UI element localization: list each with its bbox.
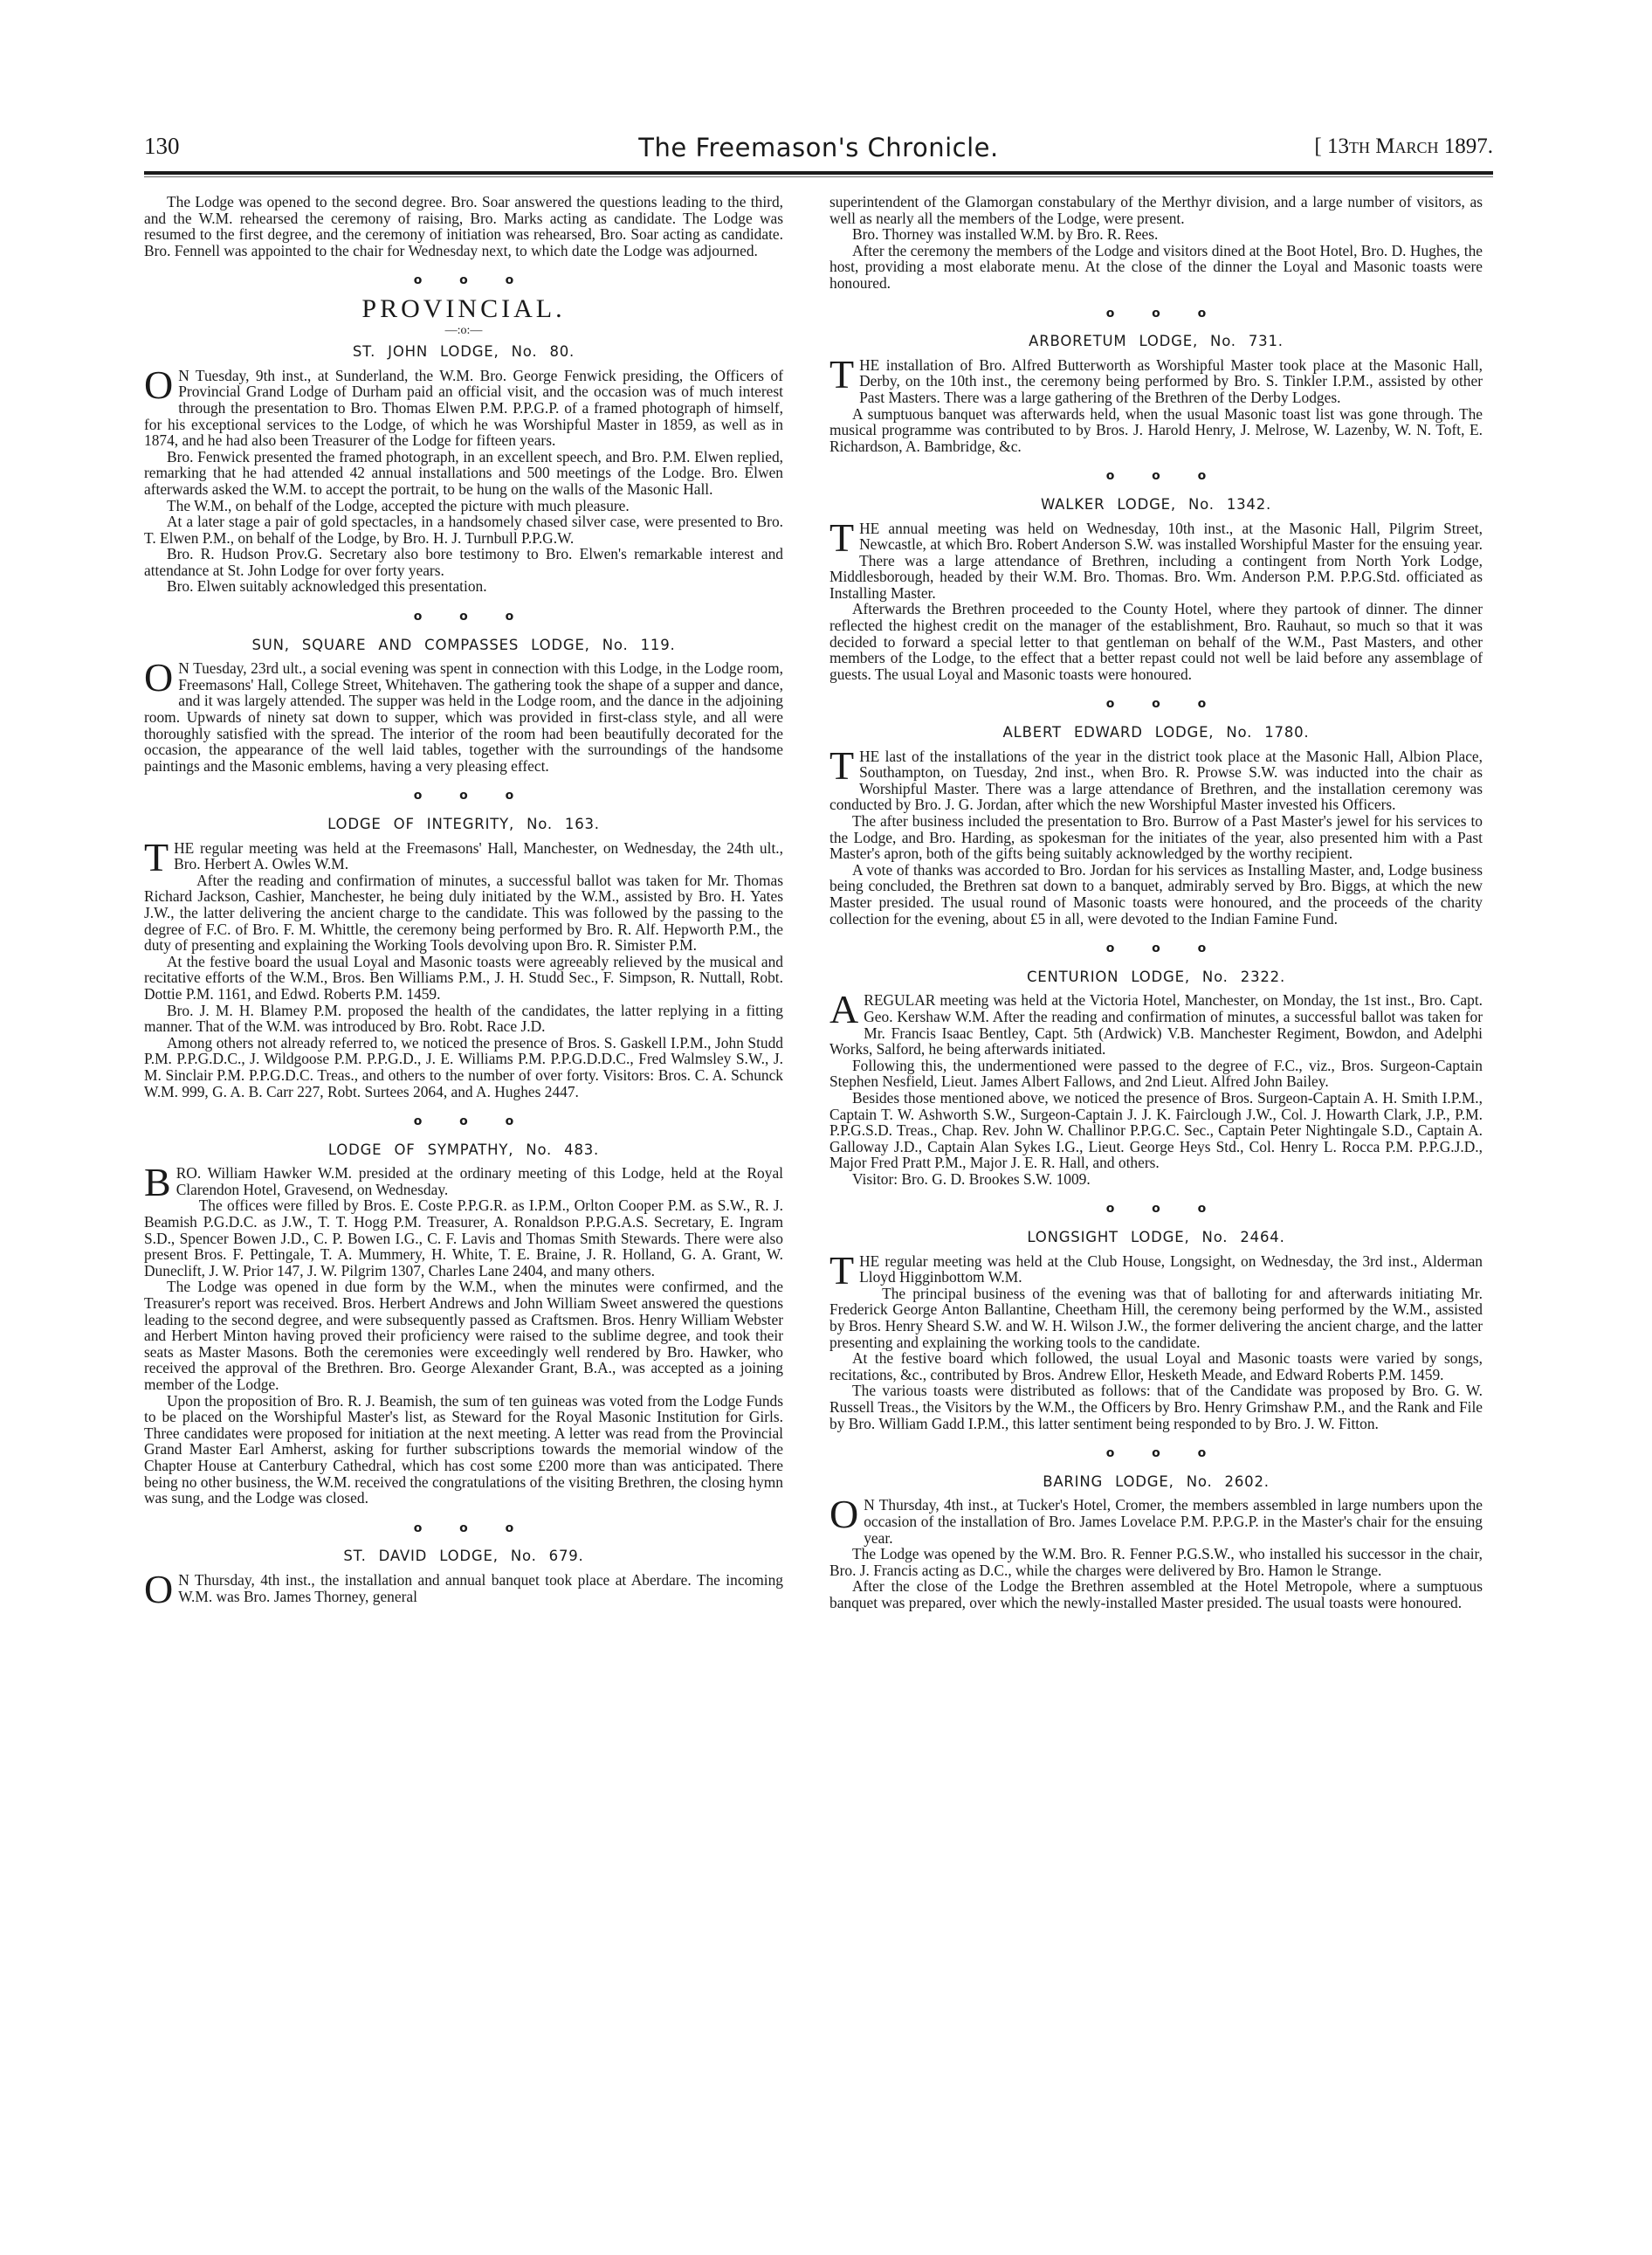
separator: o o o xyxy=(1105,306,1207,321)
article-paragraph: At a later stage a pair of gold spectacles, in a handsomely chased silver case, were presented to Bro. T. Elwen P.M., on behalf of the Lodge, by Bro. H. J. Turnbull P.P.G.W. xyxy=(144,513,783,547)
article-title: ALBERT EDWARD LODGE, No. 1780. xyxy=(1002,724,1310,741)
article-lodge-of-integrity: LODGE OF INTEGRITY, No. 163. THE regular meeting was held at the Freemasons' Hall, Manchester, on Wednesday, the 24th ult., Bro. Herbert A. Owles W.M. After the reading and confirmation of minutes, a successful ballot was taken for Mr. Thomas Richard Jackson, Cashier, Manchester, he being duly initiated by the W.M., assisted by Bro. H. Yates J.W., the latter delivering the ancient charge to the candidate. This was followed by the passing to the degree of F.C. of Bro. F. M. Whittle, the ceremony being performed by Bro. R. Alf. Hepworth P.M., the duty of presenting and explaining the Working Tools devolving upon Bro. R. Simister P.M. At the festive board the usual Loyal and Masonic toasts were agreeably relieved by the musical and recitative efforts of the W.M., Bros. Ben Williams P.M., J. H. Studd Sec., F. Simpson, R. Nuttall, Robt. Dottie P.M. 1161, and Edwd. Roberts P.M. 1459. Bro. J. M. H. Blamey P.M. proposed the health of the candidates, the latter replying in a fitting manner. That of the W.M. was introduced by Bro. Robt. Race J.D. Among others not already referred to, we noticed the presence of Bros. S. Gaskell I.P.M., John Studd P.M. P.P.G.D.C., J. Wildgoose P.M. P.P.G.D., J. E. Williams P.M. P.P.G.D.D.C., Fred Walmsley S.W., J. M. Sinclair P.M. P.P.G.D.C. Treas., and others to the number of over forty. Visitors: Bros. C. A. Schunck W.M. 999, G. A. B. Carr 227, Robt. Surtees 2064, and A. Hughes 2447. xyxy=(144,816,783,1100)
article-paragraph: A sumptuous banquet was afterwards held, when the usual Masonic toast list was gone through. The musical programme was contributed to by Bros. J. Harold Henry, J. Melrose, W. Lazenby, W. N. Toft, E. Richardson, A. Bambridge, &c. xyxy=(829,404,1483,455)
continuation-paragraph: Bro. Thorney was installed W.M. by Bro. R. Rees. xyxy=(852,225,1159,244)
separator: o o o xyxy=(413,1521,514,1535)
separator: o o o xyxy=(1105,1202,1207,1217)
drop-cap: T xyxy=(144,834,169,879)
article-paragraph: Besides those mentioned above, we noticed the presence of Bros. Surgeon-Captain A. H. Smith I.P.M., Captain T. W. Ashworth S.W., Surgeon-Captain J. J. K. Fairclough J.W., Col. J. Howarth Clark, J.P., P.M. P.P.G.S.D. Treas., Chap. Rev. John W. Challinor P.P.G.C. Sec., Captain Peter Nightingale S.D., Captain A. Galloway J.D., Captain Alan Sykes I.G., Lieut. George Heys Std., Col. Henry L. Rocca P.M. P.P.G.J.D., Major Fred Pratt P.M., Major J. E. R. Hall, and others. xyxy=(829,1088,1483,1172)
article-albert-edward-lodge: ALBERT EDWARD LODGE, No. 1780. THE last of the installations of the year in the district took place at the Masonic Hall, Albion Place, Southampton, on Tuesday, 2nd inst., when Bro. R. Prowse S.W. was inducted into the chair as Worshipful Master. There was a large attendance of Brethren, and the installation ceremony was conducted by Bro. J. G. Jordan, after which the new Worshipful Master invested his Officers. The after business included the presentation to Bro. Burrow of a Past Master's jewel for his services to the Lodge, and Bro. Harding, as spokesman for the initiates of the year, also presented him with a Past Master's apron, both of the gifts being suitably acknowledged by the worthy recipient. A vote of thanks was accorded to Bro. Jordan for his services as Installing Master, and, Lodge business being concluded, the Brethren sat down to a banquet, admirably served by Bro. Biggs, at which the new Master presided. The usual round of Masonic toasts were honoured, and the proceeds of the charity collection for the evening, about £5 in all, were devoted to the Indian Famine Fund. xyxy=(829,724,1483,928)
article-baring-lodge: BARING LODGE, No. 2602. O N Thursday, 4th inst., at Tucker's Hotel, Cromer, the members assembled in large numbers upon the occasion of the installation of Bro. James Lovelace P.M. P.P.G.P. in the Master's chair for the ensuing year. The Lodge was opened by the W.M. Bro. R. Fenner P.G.S.W., who installed his successor in the chair, Bro. J. Francis acting as D.C., while the charges were delivered by Bro. Hamon le Strange. After the close of the Lodge the Brethren assembled at the Hotel Metropole, where a sumptuous banquet was prepared, over which the newly-installed Master presided. The usual toasts were honoured. xyxy=(829,1472,1483,1611)
article-title: ST. JOHN LODGE, No. 80. xyxy=(352,343,575,361)
article-paragraph: Following this, the undermentioned were passed to the degree of F.C., viz., Bros. Surgeon-Captain Stephen Nesfield, Lieut. James Albert Fallows, and 2nd Lieut. Alfred John Bailey. xyxy=(829,1056,1483,1091)
separator: o o o xyxy=(413,610,514,624)
continuation-paragraph: superintendent of the Glamorgan constabulary of the Merthyr division, and a large number of visitors, as well as nearly all the members of the Lodge, were present. xyxy=(829,193,1483,227)
article-title: LODGE OF INTEGRITY, No. 163. xyxy=(327,816,600,832)
separator: o o o xyxy=(413,273,514,288)
page-number: 130 xyxy=(144,133,180,159)
section-subseparator: —:o:— xyxy=(444,323,483,337)
article-paragraph: Bro. Elwen suitably acknowledged this presentation. xyxy=(167,577,487,596)
article-paragraph: After the close of the Lodge the Brethren assembled at the Hotel Metropole, where a sumptuous banquet was prepared, over which the newly-installed Master presided. The usual toasts were honoured. xyxy=(829,1577,1483,1611)
article-paragraph: At the festive board the usual Loyal and Masonic toasts were agreeably relieved by the musical and recitative efforts of the W.M., Bros. Ben Williams P.M., J. H. Studd Sec., F. Simpson, R. Nuttall, Robt. Dottie P.M. 1161, and Edwd. Roberts P.M. 1459. xyxy=(144,952,783,1003)
article-paragraph: The principal business of the evening was that of balloting for and afterwards initiating Mr. Frederick George Anton Ballantine, Cheetham Hill, the ceremony being performed by the W.M., assisted by Bros. Henry Sheard S.W. and W. H. Wilson J.W., the former delivering the ancient charge, and the latter presenting and explaining the working tools to the candidate. xyxy=(829,1284,1483,1351)
article-st-john-lodge: ST. JOHN LODGE, No. 80. O N Tuesday, 9th inst., at Sunderland, the W.M. Bro. George Fenwick presiding, the Officers of Provincial Grand Lodge of Durham paid an official visit, and the occasion was of much interest through the presentation to Bro. Thomas Elwen P.M. P.P.G.P. of a framed photograph of himself, for his exceptional services to the Lodge, of which he was Worshipful Master in 1859, as well as in 1874, and he had also been Treasurer of the Lodge for fifteen years. Bro. Fenwick presented the framed photograph, in an excellent speech, and Bro. P.M. Elwen replied, remarking that he had attended 42 annual installations and 500 meetings of the Lodge. Bro. Elwen afterwards asked the W.M. to accept the portrait, to be hung on the walls of the Masonic Hall. The W.M., on behalf of the Lodge, accepted the picture with much pleasure. At a later stage a pair of gold spectacles, in a handsomely chased silver case, were presented to Bro. T. Elwen P.M., on behalf of the Lodge, by Bro. H. J. Turnbull P.P.G.W. Bro. R. Hudson Prov.G. Secretary also bore testimony to Bro. Elwen's remarkable interest and attendance at St. John Lodge for over forty years. Bro. Elwen suitably acknowledged this presentation. xyxy=(144,343,783,596)
issue-date: [ 13TH March 1897. xyxy=(1314,134,1493,158)
article-arboretum-lodge: ARBORETUM LODGE, No. 731. THE installation of Bro. Alfred Butterworth as Worshipful Master took place at the Masonic Hall, Derby, on the 10th inst., the ceremony being performed by Bro. S. Tinkler I.P.M., assisted by other Past Masters. There was a large gathering of the Brethren of the Derby Lodges. A sumptuous banquet was afterwards held, when the usual Masonic toast list was gone through. The musical programme was contributed to by Bros. J. Harold Henry, J. Melrose, W. Lazenby, W. N. Toft, E. Richardson, A. Bambridge, &c. xyxy=(829,333,1483,455)
article-paragraph: Bro. R. Hudson Prov.G. Secretary also bore testimony to Bro. Elwen's remarkable interest and attendance at St. John Lodge for over forty years. xyxy=(144,545,783,579)
article-paragraph: Afterwards the Brethren proceeded to the County Hotel, where they partook of dinner. The dinner reflected the highest credit on the manager of the establishment, Bro. Rauhaut, so much so that it was decided to forward a special letter to that gentleman on behalf of the W.M., Past Masters, and other members of the Lodge, to the effect that a better repast could not well be laid before any assemblage of guests. The usual Loyal and Masonic toasts were honoured. xyxy=(829,600,1483,683)
article-paragraph: After the reading and confirmation of minutes, a successful ballot was taken for Mr. Thomas Richard Jackson, Cashier, Manchester, he being duly initiated by the W.M., assisted by Bro. H. Yates J.W., the latter delivering the ancient charge to the candidate. This was followed by the passing to the degree of F.C. of Bro. F. M. Whittle, the ceremony being performed by Bro. R. Alf. Hepworth P.M., the duty of presenting and explaining the Working Tools devolving upon Bro. R. Simister P.M. xyxy=(144,871,783,955)
article-paragraph: A vote of thanks was accorded to Bro. Jordan for his services as Installing Master, and, Lodge business being concluded, the Brethren sat down to a banquet, admirably served by Bro. Biggs, at which the new Master presided. The usual round of Masonic toasts were honoured, and the proceeds of the charity collection for the evening, about £5 in all, were devoted to the Indian Famine Fund. xyxy=(829,860,1483,928)
separator: o o o xyxy=(1105,1446,1207,1461)
separator: o o o xyxy=(413,1114,514,1129)
left-column xyxy=(144,193,783,1611)
article-paragraph: The W.M., on behalf of the Lodge, accepted the picture with much pleasure. xyxy=(167,496,630,514)
article-paragraph: The offices were filled by Bros. E. Coste P.P.G.R. as I.P.M., Orlton Cooper P.M. as S.W., R. J. Beamish P.G.D.C. as J.W., T. T. Hogg P.M. Treasurer, A. Ronaldson P.P.G.A.S. Secretary, E. Ingram S.D., Spencer Bowen J.D., C. P. Bowen I.G., C. F. Lavis and Thomas Smith Stewards. There were also present Bros. F. Pettingale, T. A. Mummery, H. White, T. E. Braine, J. R. Holland, G. A. Grant, W. Duneclift, J. W. Prior 147, J. W. Pilgrim 1307, Charles Lane 2404, and many others. xyxy=(144,1196,783,1279)
separator: o o o xyxy=(1105,469,1207,484)
separator: o o o xyxy=(1105,697,1207,712)
article-st-david-lodge: ST. DAVID LODGE, No. 679. O N Thursday, 4th inst., the installation and annual banquet took place at Aberdare. The incoming W.M. was Bro. James Thorney, general xyxy=(144,1548,783,1611)
drop-cap: O xyxy=(144,655,174,700)
article-paragraph: The after business included the presentation to Bro. Burrow of a Past Master's jewel for his services to the Lodge, and Bro. Harding, as spokesman for the initiates of the year, also presented him with a Past Master's apron, both of the gifts being suitably acknowledged by the worthy recipient. xyxy=(829,812,1483,863)
section-title: PROVINCIAL. xyxy=(361,293,566,323)
drop-cap: O xyxy=(144,1566,174,1611)
article-paragraph: The Lodge was opened by the W.M. Bro. R. Fenner P.G.S.W., who installed his successor in the chair, Bro. J. Francis acting as D.C., while the charges were delivered by Bro. Hamon le Strange. xyxy=(829,1545,1483,1579)
article-title: LONGSIGHT LODGE, No. 2464. xyxy=(1027,1229,1285,1246)
article-title: SUN, SQUARE AND COMPASSES LODGE, No. 119. xyxy=(251,636,676,653)
continuation-paragraph: After the ceremony the members of the Lodge and visitors dined at the Boot Hotel, Bro. D. Hughes, the host, providing a most elaborate menu. At the close of the dinner the Loyal and Masonic toasts were honoured. xyxy=(829,241,1483,292)
article-paragraph: Among others not already referred to, we noticed the presence of Bros. S. Gaskell I.P.M., John Studd P.M. P.P.G.D.C., J. Wildgoose P.M. P.P.G.D., J. E. Williams P.M. P.P.G.D.D.C., Fred Walmsley S.W., J. M. Sinclair P.M. P.P.G.D.C. Treas., and others to the number of over forty. Visitors: Bros. C. A. Schunck W.M. 999, G. A. B. Carr 227, Robt. Surtees 2064, and A. Hughes 2447. xyxy=(144,1033,783,1100)
drop-cap: T xyxy=(829,742,855,788)
article-paragraph: The Lodge was opened in due form by the W.M., when the minutes were confirmed, and the Treasurer's report was received. Bros. Herbert Andrews and John William Sweet answered the questions leading to the second degree, and were subsequently passed as Craftsmen. Bros. Henry William Webster and Herbert Minton having proved their proficiency were raised to the sublime degree, and took their seats as Master Masons. Both the ceremonies were exceedingly well rendered by Bro. Hawker, who received the approval of the Brethren. Bro. George Alexander Grant, B.A., was accepted as a joining member of the Lodge. xyxy=(144,1278,783,1393)
drop-cap: T xyxy=(829,351,855,397)
separator: o o o xyxy=(1105,941,1207,956)
intro-paragraph: The Lodge was opened to the second degree. Bro. Soar answered the questions leading to the third, and the W.M. rehearsed the ceremony of raising, Bro. Marks acting as candidate. The Lodge was resumed to the first degree, and the ceremony of initiation was rehearsed, Bro. Soar acting as candidate. Bro. Fennell was appointed to the chair for Wednesday next, to which date the Lodge was adjourned. xyxy=(144,193,783,259)
article-title: WALKER LODGE, No. 1342. xyxy=(1040,495,1272,513)
article-walker-lodge: WALKER LODGE, No. 1342. THE annual meeting was held on Wednesday, 10th inst., at the Masonic Hall, Pilgrim Street, Newcastle, at which Bro. Robert Anderson S.W. was installed Worshipful Master for the ensuing year. There was a large attendance of Brethren, including a contingent from North York Lodge, Middlesborough, headed by their W.M. Bro. Thomas. Bro. Wm. Anderson P.M. P.P.G.Std. officiated as Installing Master. Afterwards the Brethren proceeded to the County Hotel, where they partook of dinner. The dinner reflected the highest credit on the manager of the establishment, Bro. Rauhaut, so much so that it was decided to forward a special letter to that gentleman on behalf of the W.M., Past Masters, and other members of the Lodge, to the effect that a better repast could not well be laid before any assemblage of guests. The usual Loyal and Masonic toasts were honoured. xyxy=(829,495,1483,683)
separator: o o o xyxy=(413,789,514,803)
article-title: BARING LODGE, No. 2602. xyxy=(1043,1472,1270,1490)
masthead-rule-thin xyxy=(144,176,1493,177)
publication-title: The Freemason's Chronicle. xyxy=(638,133,999,162)
article-paragraph: Upon the proposition of Bro. R. J. Beamish, the sum of ten guineas was voted from the Lodge Funds to be placed on the Worshipful Master's list, as Steward for the Royal Masonic Institution for Girls. Three candidates were proposed for initiation at the next meeting. A letter was read from the Provincial Grand Master Earl Amherst, asking for further subscriptions towards the memorial window of the Chapter House at Canterbury Cathedral, which has cost some £200 more than was anticipated. There being no other business, the W.M. received the congratulations of the visiting Brethren, the closing hymn was sung, and the Lodge was closed. xyxy=(144,1391,783,1507)
drop-cap: T xyxy=(829,514,855,560)
article-longsight-lodge: LONGSIGHT LODGE, No. 2464. THE regular meeting was held at the Club House, Longsight, on Wednesday, the 3rd inst., Alderman Lloyd Higginbottom W.M. The principal business of the evening was that of balloting for and afterwards initiating Mr. Frederick George Anton Ballantine, Cheetham Hill, the ceremony being performed by the W.M., assisted by Bros. Henry Sheard S.W. and W. H. Wilson J.W., the former delivering the ancient charge, and the latter presenting and explaining the working tools to the candidate. At the festive board which followed, the usual Loyal and Masonic toasts were varied by songs, recitations, &c., contributed by Bros. Andrew Ellor, Hesketh Meade, and Edward Roberts P.M. 1459. The various toasts were distributed as follows: that of the Candidate was proposed by Bro. G. W. Russell Treas., the Visitors by the W.M., the Officers by Bro. Henry Grimshaw P.M., and the Rank and File by Bro. William Gadd I.P.M., this latter sentiment being responded to by Bro. J. W. Fitton. xyxy=(829,1229,1483,1432)
article-title: CENTURION LODGE, No. 2322. xyxy=(1026,968,1286,985)
drop-cap: B xyxy=(144,1160,171,1205)
drop-cap: A xyxy=(829,987,859,1032)
drop-cap: T xyxy=(829,1247,855,1293)
masthead xyxy=(144,133,1493,168)
article-title: ST. DAVID LODGE, No. 679. xyxy=(343,1548,584,1565)
article-paragraph: Visitor: Bro. G. D. Brookes S.W. 1009. xyxy=(852,1169,1091,1188)
article-lodge-of-sympathy: LODGE OF SYMPATHY, No. 483. BRO. William Hawker W.M. presided at the ordinary meeting of this Lodge, held at the Royal Clarendon Hotel, Gravesend, on Wednesday. The offices were filled by Bros. E. Coste P.P.G.R. as I.P.M., Orlton Cooper P.M. as S.W., R. J. Beamish P.G.D.C. as J.W., T. T. Hogg P.M. Treasurer, A. Ronaldson P.P.G.A.S. Secretary, E. Ingram S.D., Spencer Bowen J.D., C. P. Bowen I.G., C. F. Lavis and Thomas Smith Stewards. There were also present Bros. F. Pettingale, T. A. Mummery, H. White, T. E. Braine, J. R. Holland, G. A. Grant, W. Duneclift, J. W. Prior 147, J. W. Pilgrim 1307, Charles Lane 2404, and many others. The Lodge was opened in due form by the W.M., when the minutes were confirmed, and the Treasurer's report was received. Bros. Herbert Andrews and John William Sweet answered the questions leading to the second degree, and were subsequently passed as Craftsmen. Bros. Henry William Webster and Herbert Minton having proved their proficiency were raised to the sublime degree, and took their seats as Master Masons. Both the ceremonies were exceedingly well rendered by Bro. Hawker, who received the approval of the Brethren. Bro. George Alexander Grant, B.A., was accepted as a joining member of the Lodge. Upon the proposition of Bro. R. J. Beamish, the sum of ten guineas was voted from the Lodge Funds to be placed on the Worshipful Master's list, as Steward for the Royal Masonic Institution for Girls. Three candidates were proposed for initiation at the next meeting. A letter was read from the Provincial Grand Master Earl Amherst, asking for further subscriptions towards the memorial window of the Chapter House at Canterbury Cathedral, which has cost some £200 more than was anticipated. There being no other business, the W.M. received the congratulations of the visiting Brethren, the closing hymn was sung, and the Lodge was closed. xyxy=(144,1141,783,1507)
article-paragraph: At the festive board which followed, the usual Loyal and Masonic toasts were varied by songs, recitations, &c., contributed by Bros. Andrew Ellor, Hesketh Meade, and Edward Roberts P.M. 1459. xyxy=(829,1349,1483,1383)
article-paragraph: Bro. J. M. H. Blamey P.M. proposed the health of the candidates, the latter replying in a fitting manner. That of the W.M. was introduced by Bro. Robt. Race J.D. xyxy=(144,1001,783,1036)
article-title: LODGE OF SYMPATHY, No. 483. xyxy=(327,1141,600,1158)
article-centurion-lodge: CENTURION LODGE, No. 2322. AREGULAR meeting was held at the Victoria Hotel, Manchester, on Monday, the 1st inst., Bro. Capt. Geo. Kershaw W.M. After the reading and confirmation of minutes, a successful ballot was taken for Mr. Francis Isaac Bentley, Capt. 5th (Ardwick) V.B. Manchester Regiment, Bowdon, and Adelphi Works, Salford, he being afterwards initiated. Following this, the undermentioned were passed to the degree of F.C., viz., Bros. Surgeon-Captain Stephen Nesfield, Lieut. James Albert Fallows, and 2nd Lieut. Alfred John Bailey. Besides those mentioned above, we noticed the presence of Bros. Surgeon-Captain A. H. Smith I.P.M., Captain T. W. Ashworth S.W., Surgeon-Captain J. J. K. Fairclough J.W., Col. J. Howarth Clark, J.P., P.M. P.P.G.S.D. Treas., Chap. Rev. John W. Challinor P.P.G.C. Sec., Captain Peter Nightingale S.D., Captain A. Galloway J.D., Captain Alan Sykes I.G., Lieut. George Heys Std., Col. Henry L. Rocca P.M. P.P.G.J.D., Major Fred Pratt P.M., Major J. E. R. Hall, and others. Visitor: Bro. G. D. Brookes S.W. 1009. xyxy=(829,968,1483,1188)
right-column xyxy=(829,194,1483,1611)
article-paragraph: Bro. Fenwick presented the framed photograph, in an excellent speech, and Bro. P.M. Elwen replied, remarking that he had attended 42 annual installations and 500 meetings of the Lodge. Bro. Elwen afterwards asked the W.M. to accept the portrait, to be hung on the walls of the Masonic Hall. xyxy=(144,447,783,498)
drop-cap: O xyxy=(829,1492,859,1537)
masthead-rule xyxy=(144,171,1493,175)
drop-cap: O xyxy=(144,362,174,407)
article-paragraph: The various toasts were distributed as follows: that of the Candidate was proposed by Bro. G. W. Russell Treas., the Visitors by the W.M., the Officers by Bro. Henry Grimshaw P.M., and the Rank and File by Bro. William Gadd I.P.M., this latter sentiment being responded to by Bro. J. W. Fitton. xyxy=(829,1382,1483,1432)
article-sun-square-compasses-lodge: SUN, SQUARE AND COMPASSES LODGE, No. 119. O N Tuesday, 23rd ult., a social evening was spent in connection with this Lodge, in the Lodge room, Freemasons' Hall, College Street, Whitehaven. The gathering took the shape of a supper and dance, and it was largely attended. The supper was held in the Lodge room, and the dance in the adjoining room. Upwards of ninety sat down to supper, which was provided in first-class style, and all were thoroughly satisfied with the spread. The interior of the room had been beautifully decorated for the occasion, the appearance of the well laid tables, together with the surroundings of the handsome paintings and the Masonic emblems, having a very pleasing effect. xyxy=(144,636,783,775)
article-title: ARBORETUM LODGE, No. 731. xyxy=(1029,333,1284,350)
